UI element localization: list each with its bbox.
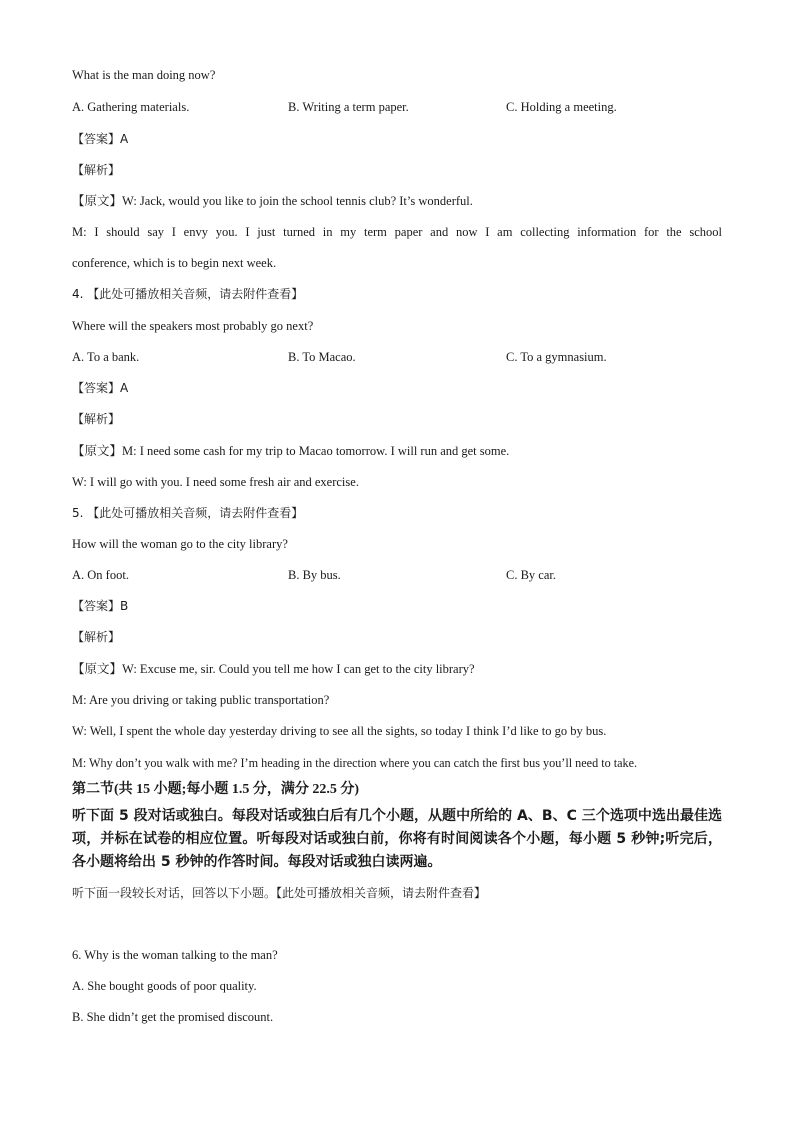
q3-question: What is the man doing now? [72, 68, 216, 82]
section2-prompt: 听下面一段较长对话，回答以下小题。【此处可播放相关音频，请去附件查看】 [72, 886, 487, 900]
q3-transcript-line-1: 【原文】W: Jack, would you like to join the school tennis club? It’s wonderful. [72, 194, 473, 208]
q6-option-a: A. She bought goods of poor quality. [72, 979, 257, 993]
q3-transcript-line-2: M: I should say I envy you. I just turned in my term paper and now I am collecting information for the school [72, 225, 722, 239]
q6-question: 6. Why is the woman talking to the man? [72, 948, 278, 962]
q3-analysis-label: 【解析】 [72, 163, 121, 177]
section2-instructions: 听下面 5 段对话或独白。每段对话或独白后有几个小题，从题中所给的 A、B、C 三个选项中选出最佳选项，并标在试卷的相应位置。听每段对话或独白前，你将有时间阅读各个小题，每小题 5 秒钟;听完后，各小题将给出 5 秒钟的作答时间。每段对话或独白读两遍。 [72, 808, 722, 870]
q5-transcript-line-4: M: Why don’t you walk with me? I’m heading in the direction where you can catch the first bus you’ll need to take. [72, 756, 638, 770]
q5-analysis-label: 【解析】 [72, 630, 121, 644]
q5-answer: 【答案】B [72, 599, 129, 613]
q5-transcript-line-1: 【原文】W: Excuse me, sir. Could you tell me how I can get to the city library? [72, 662, 475, 676]
section2-title: 第二节(共 15 小题;每小题 1.5 分，满分 22.5 分) [72, 782, 359, 797]
q4-answer: 【答案】A [72, 381, 129, 395]
q4-option-b: B. To Macao. [288, 350, 356, 364]
q4-question: Where will the speakers most probably go next? [72, 319, 314, 333]
q6-option-b: B. She didn’t get the promised discount. [72, 1010, 274, 1024]
q4-option-c: C. To a gymnasium. [506, 350, 607, 364]
q4-analysis-label: 【解析】 [72, 412, 121, 426]
q5-transcript-line-2: M: Are you driving or taking public transportation? [72, 693, 330, 707]
q5-question: How will the woman go to the city library? [72, 537, 288, 551]
q5-option-b: B. By bus. [288, 568, 341, 582]
q4-option-a: A. To a bank. [72, 350, 140, 364]
q3-option-a: A. Gathering materials. [72, 100, 190, 114]
q5-header: 5. 【此处可播放相关音频，请去附件查看】 [72, 506, 304, 520]
q4-header: 4. 【此处可播放相关音频，请去附件查看】 [72, 287, 304, 301]
q3-answer: 【答案】A [72, 132, 129, 146]
q3-option-c: C. Holding a meeting. [506, 100, 617, 114]
q4-transcript-line-2: W: I will go with you. I need some fresh air and exercise. [72, 475, 359, 489]
q5-option-a: A. On foot. [72, 568, 129, 582]
q3-option-b: B. Writing a term paper. [288, 100, 409, 114]
q3-transcript-line-3: conference, which is to begin next week. [72, 256, 277, 270]
q5-option-c: C. By car. [506, 568, 556, 582]
q4-transcript-line-1: 【原文】M: I need some cash for my trip to Macao tomorrow. I will run and get some. [72, 444, 510, 458]
q5-transcript-line-3: W: Well, I spent the whole day yesterday driving to see all the sights, so today I think I’d like to go by bus. [72, 724, 607, 738]
